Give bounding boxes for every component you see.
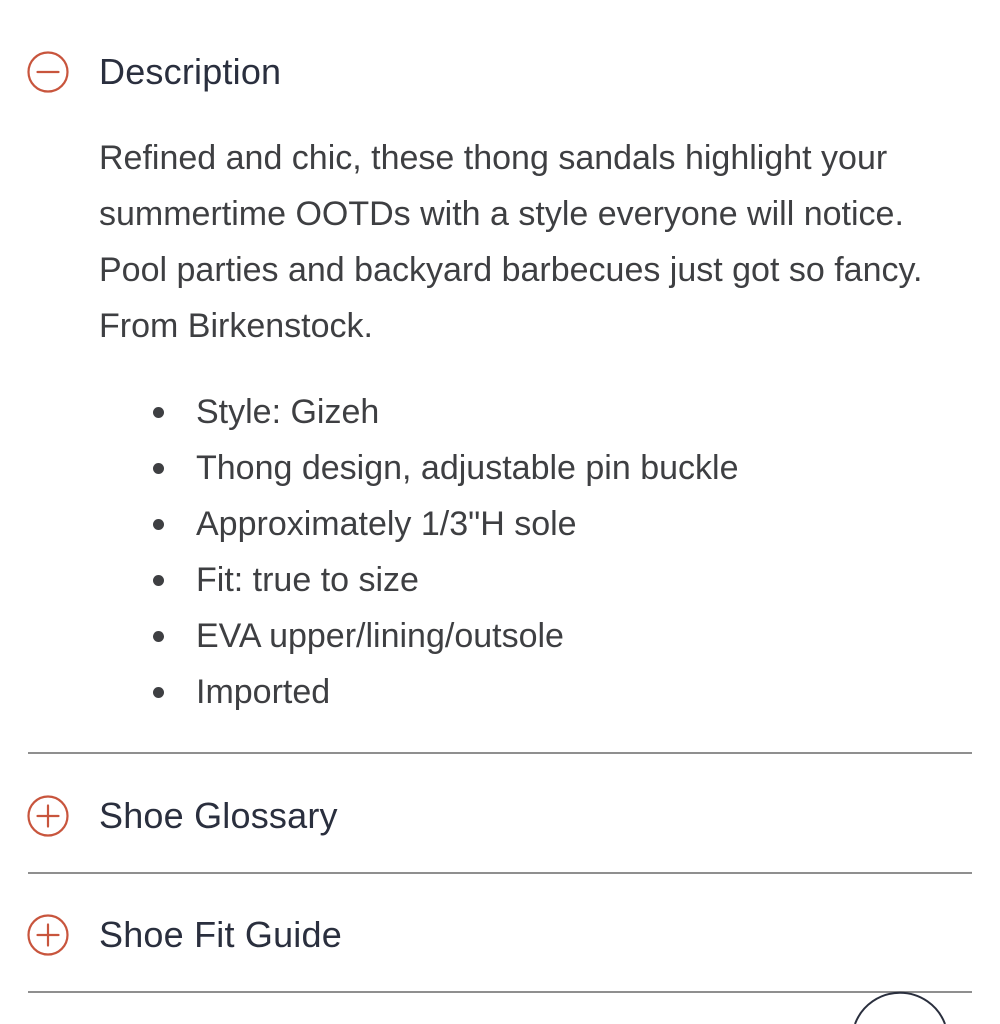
shoe-fit-guide-section-header[interactable] <box>26 913 342 957</box>
description-title: Description <box>99 51 282 92</box>
list-item <box>150 608 739 664</box>
bullet-text: Style: Gizeh <box>196 393 380 431</box>
bullet-icon <box>153 687 164 698</box>
shoe-fit-guide-title: Shoe Fit Guide <box>99 914 342 955</box>
bullet-text: Imported <box>196 673 331 711</box>
bullet-icon <box>153 575 164 586</box>
shoe-glossary-section-header[interactable] <box>26 794 338 838</box>
bullet-icon <box>153 407 164 418</box>
floating-button-edge[interactable] <box>850 984 950 1024</box>
bullet-icon <box>153 631 164 642</box>
list-item <box>150 496 739 552</box>
section-divider <box>28 991 972 993</box>
bullet-text: Fit: true to size <box>196 561 419 599</box>
description-bullet-list <box>150 384 739 720</box>
bullet-text: Thong design, adjustable pin buckle <box>196 449 739 487</box>
list-item <box>150 552 739 608</box>
bullet-text: Approximately 1/3"H sole <box>196 505 577 543</box>
list-item <box>150 384 739 440</box>
section-divider <box>28 872 972 874</box>
description-section-header[interactable] <box>26 50 281 94</box>
section-divider <box>28 752 972 754</box>
bullet-icon <box>153 519 164 530</box>
bullet-icon <box>153 463 164 474</box>
plus-circle-icon[interactable] <box>26 794 70 838</box>
description-text: Refined and chic, these thong sandals highlight your summertime OOTDs with a style everyone will notice. Pool parties and backyard barbecues just got so fancy. From Birkenstock. <box>99 139 923 345</box>
shoe-glossary-title: Shoe Glossary <box>99 795 338 836</box>
list-item <box>150 664 739 720</box>
bullet-text: EVA upper/lining/outsole <box>196 617 564 655</box>
minus-circle-icon[interactable] <box>26 50 70 94</box>
list-item <box>150 440 739 496</box>
plus-circle-icon[interactable] <box>26 913 70 957</box>
